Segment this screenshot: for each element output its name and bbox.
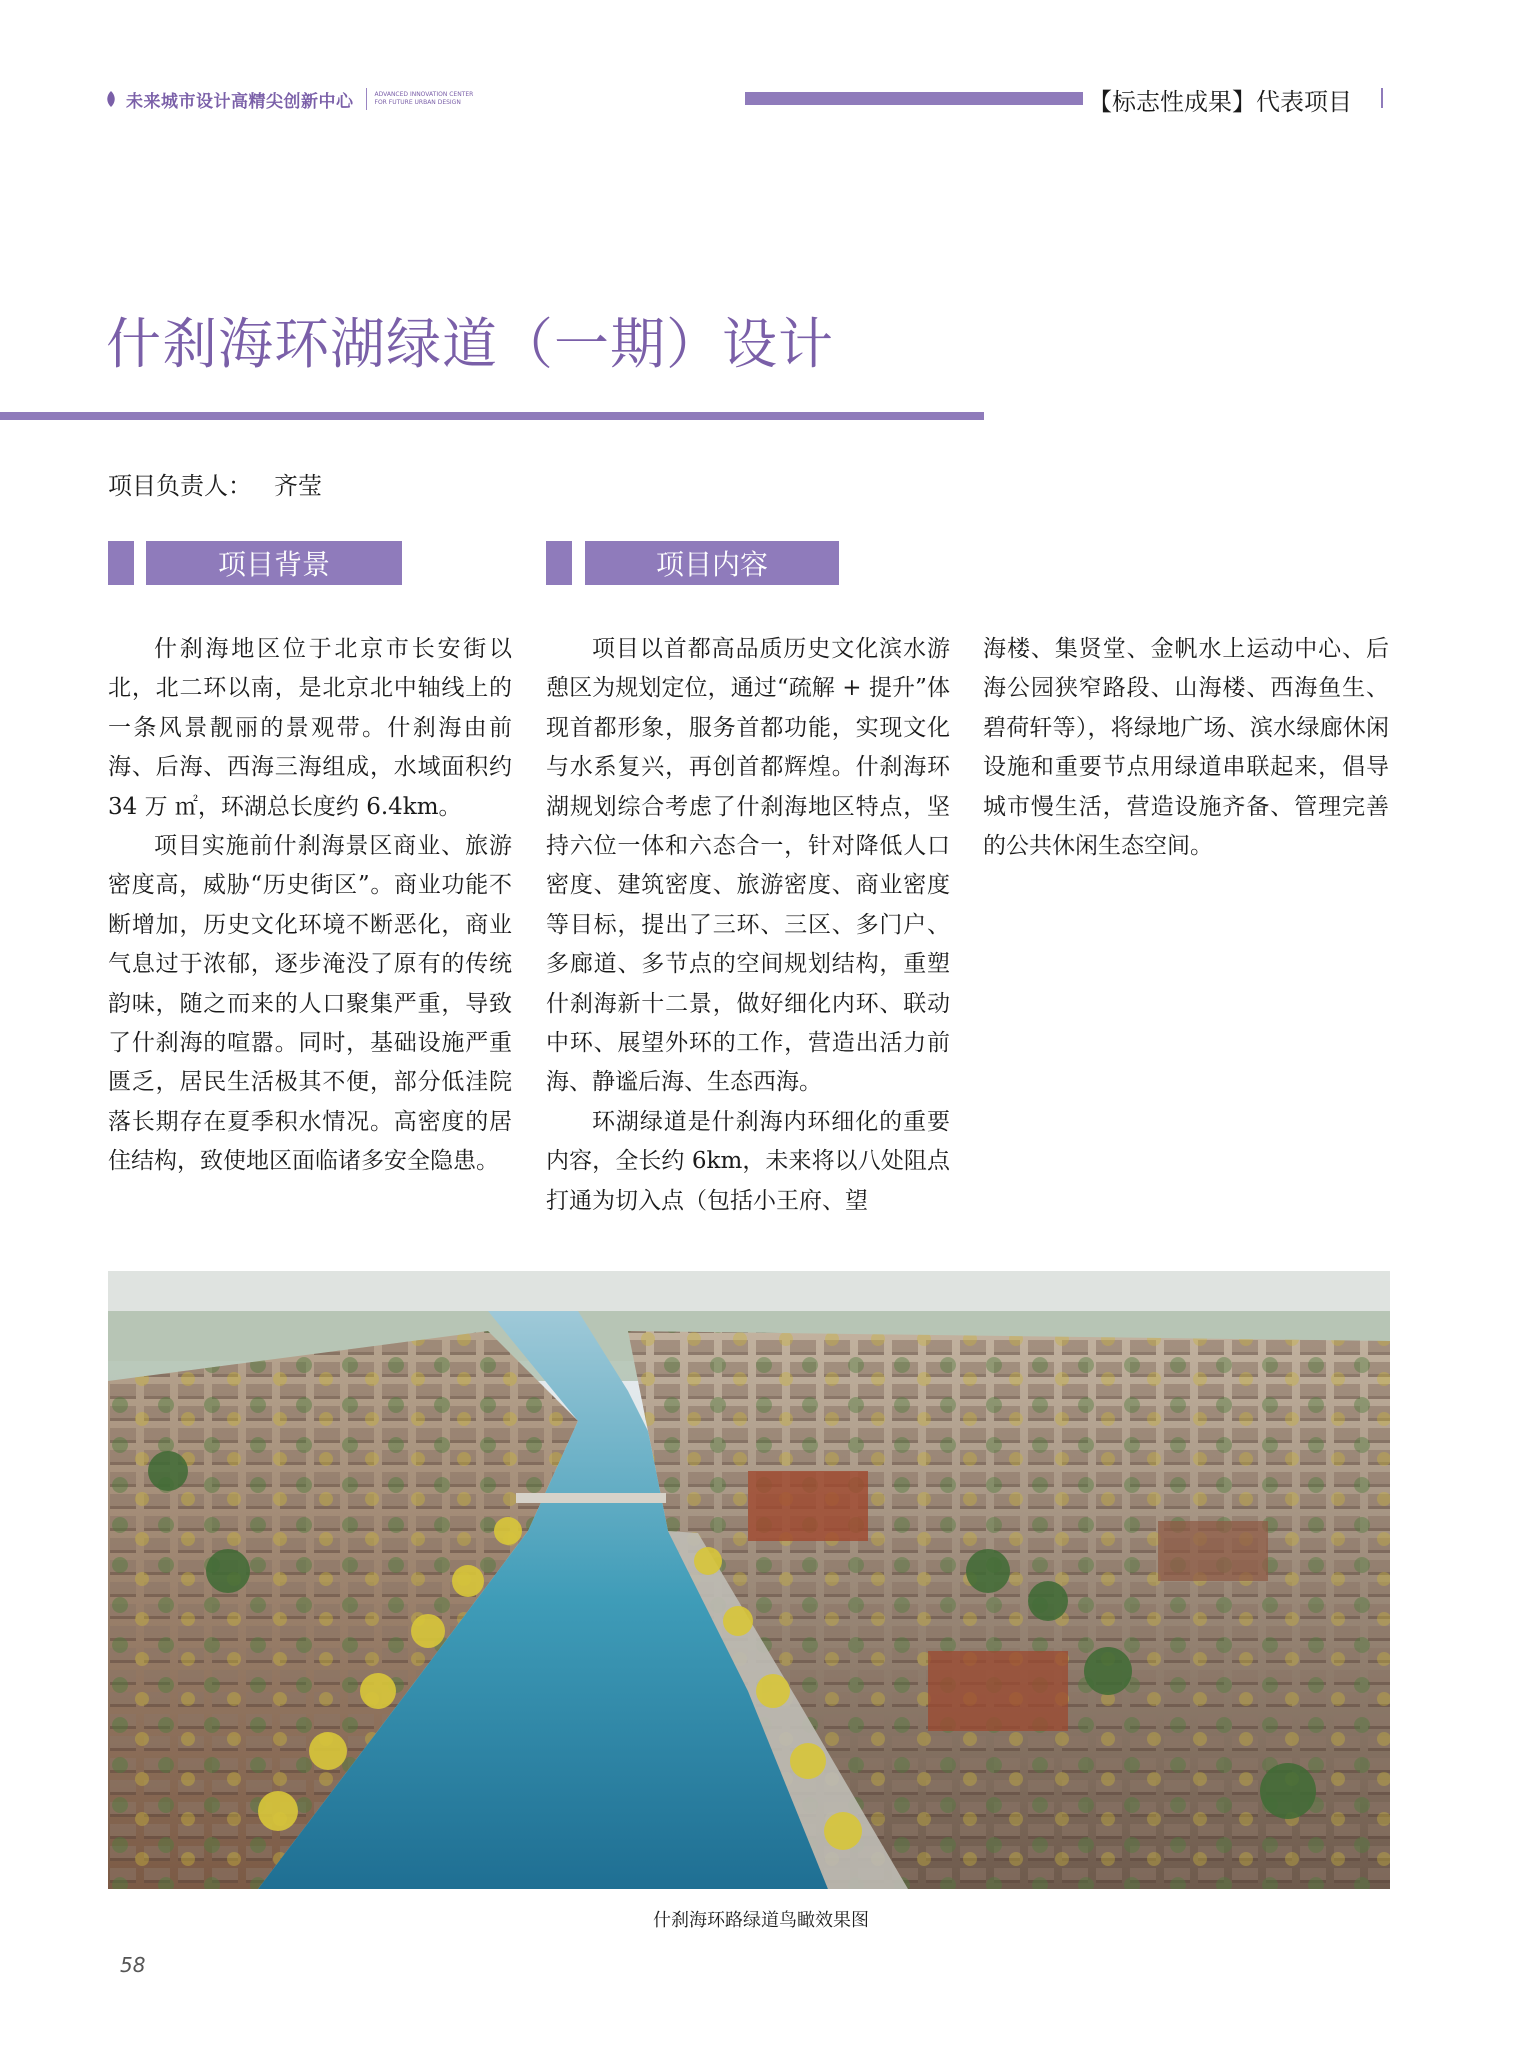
paragraph: 项目实施前什刹海景区商业、旅游密度高，威胁“历史街区”。商业功能不断增加，历史文化环境不断恶化，商业气息过于浓郁，逐步淹没了原有的传统韵味，随之而来的人口聚集严重，导致了什刹海的喧嚣。同时，基础设施严重匮乏，居民生活极其不便，部分低洼院落长期存在夏季积水情况。高密度的居住结构，致使地区面临诸多安全隐患。 <box>108 833 512 1175</box>
header-logo <box>104 86 487 112</box>
header-end-mark <box>1381 88 1383 108</box>
header-divider <box>366 88 367 110</box>
column-content <box>546 630 950 1221</box>
section-accent-content <box>546 541 572 585</box>
figure-caption: 什刹海环路绿道鸟瞰效果图 <box>653 1910 869 1931</box>
column-content-continued <box>983 630 1389 866</box>
paragraph: 项目以首都高品质历史文化滨水游憩区为规划定位，通过“疏解 + 提升”体现首都形象，服务首都功能，实现文化与水系复兴，再创首都辉煌。什刹海环湖规划综合考虑了什刹海地区特点，坚持六位一体和六态合一，针对降低人口密度、建筑密度、旅游密度、商业密度等目标，提出了三环、三区、多门户、多廊道、多节点的空间规划结构，重塑什刹海新十二景，做好细化内环、联动中环、展望外环的工作，营造出活力前海、静谧后海、生态西海。 <box>546 636 950 1096</box>
leaf-logo-icon <box>104 90 118 108</box>
column-background <box>108 630 512 1182</box>
aerial-illustration <box>108 1271 1390 1889</box>
paragraph: 环湖绿道是什刹海内环细化的重要内容，全长约 6km，未来将以八处阻点打通为切入点（包括小王府、望 <box>546 1108 950 1214</box>
project-leader-label: 项目负责人： <box>108 472 252 500</box>
paragraph: 什刹海地区位于北京市长安街以北，北二环以南，是北京北中轴线上的一条风景靓丽的景观带。什刹海由前海、后海、西海三海组成，水域面积约 34 万 ㎡，环湖总长度约 6.4km。 <box>108 636 512 820</box>
header-accent-bar <box>745 92 1083 105</box>
title-rule <box>0 412 984 420</box>
section-heading-background: 项目背景 <box>146 541 402 585</box>
org-name-en: ADVANCED INNOVATION CENTER FOR FUTURE URBAN DESIGN <box>374 91 474 106</box>
org-name-cn: 未来城市设计高精尖创新中心 <box>126 91 354 112</box>
project-leader-name: 齐莹 <box>274 472 322 500</box>
page-title: 什刹海环湖绿道（一期）设计 <box>106 312 835 376</box>
project-leader <box>108 466 322 501</box>
section-label: 【标志性成果】代表项目 <box>1088 88 1352 116</box>
aerial-rendering-image <box>108 1271 1390 1889</box>
section-accent-background <box>108 541 134 585</box>
page-number: 58 <box>120 1953 146 1977</box>
paragraph: 海楼、集贤堂、金帆水上运动中心、后海公园狭窄路段、山海楼、西海鱼生、碧荷轩等），将绿地广场、滨水绿廊休闲设施和重要节点用绿道串联起来，倡导城市慢生活，营造设施齐备、管理完善的公共休闲生态空间。 <box>983 636 1389 860</box>
section-heading-content: 项目内容 <box>585 541 839 585</box>
